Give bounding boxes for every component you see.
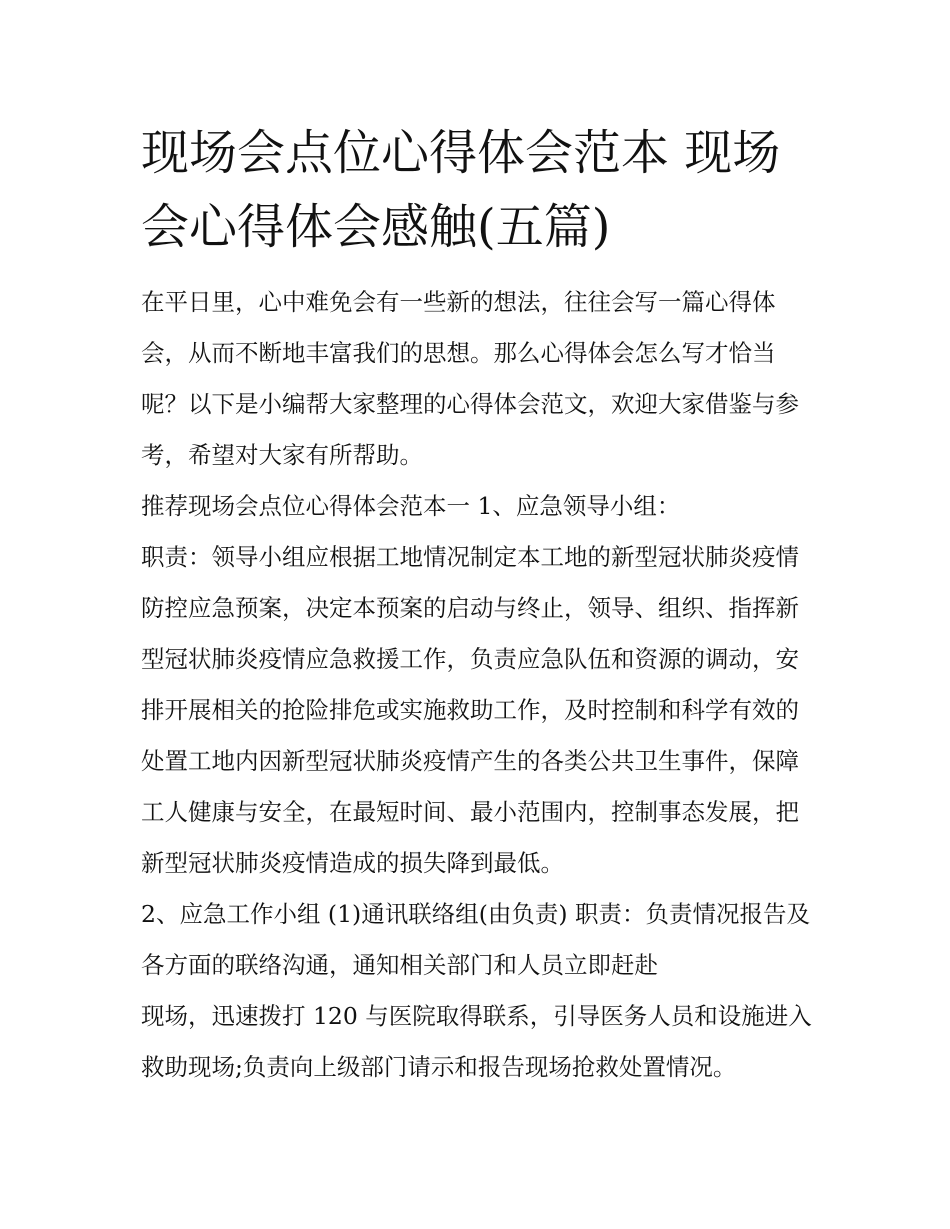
paragraph-intro: 在平日里，心中难免会有一些新的想法，往往会写一篇心得体会，从而不断地丰富我们的思想。那么心得体会怎么写才恰当呢？以下是小编帮大家整理的心得体会范文，欢迎大家借鉴与参考，希望对大家有所帮助。 [141,288,799,469]
paragraph-working-group-cont: 现场，迅速拨打 120 与医院取得联系，引导医务人员和设施进入救助现场;负责向上级部门请示和报告现场抢救处置情况。 [141,1002,812,1081]
document-title: 现场会点位心得体会范本 现场会心得体会感触(五篇) [141,125,781,255]
paragraph-section-heading: 推荐现场会点位心得体会范本一 1、应急领导小组： [141,492,681,520]
paragraph-working-group: 2、应急工作小组 (1)通讯联络组(由负责) 职责：负责情况报告及各方面的联络沟通，通知相关部门和人员立即赶赴 [141,900,811,979]
paragraph-leadership-duties: 职责：领导小组应根据工地情况制定本工地的新型冠状肺炎疫情防控应急预案，决定本预案的启动与终止，领导、组织、指挥新型冠状肺炎疫情应急救援工作，负责应急队伍和资源的调动，安排开展相关的抢险排危或实施救助工作，及时控制和科学有效的处置工地内因新型冠状肺炎疫情产生的各类公共卫生事件，保障工人健康与安全，在最短时间、最小范围内，控制事态发展，把新型冠状肺炎疫情造成的损失降到最低。 [141,543,799,877]
document-body [141,277,817,1093]
